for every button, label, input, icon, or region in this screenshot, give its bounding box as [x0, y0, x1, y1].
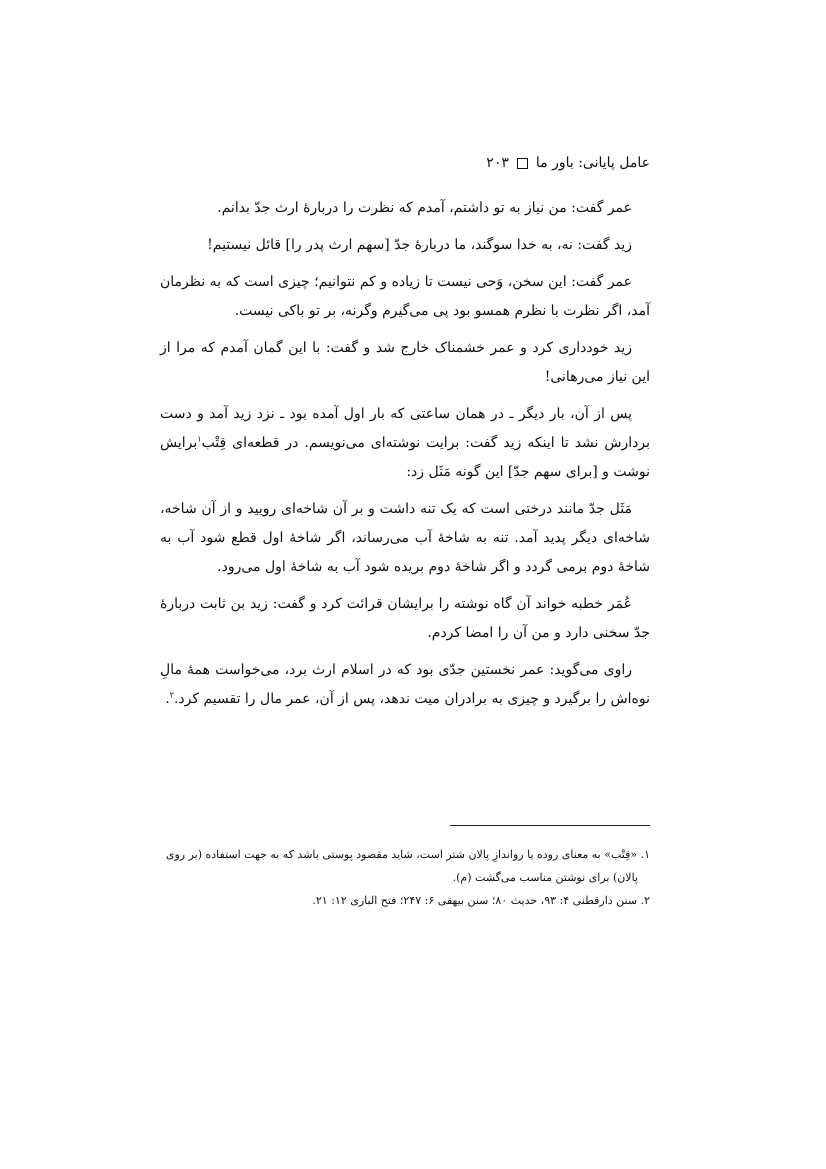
footnote-divider: [450, 825, 650, 826]
footnote-1-continued: پالان) برای نوشتن مناسب می‌گشت (م).: [452, 871, 638, 884]
running-header: [160, 150, 650, 176]
paragraph: زید خودداری کرد و عمر خشمناک خارج شد و گفت: با این گمان آمدم که مرا از این نیاز می‌رهانی!: [160, 340, 650, 385]
paragraph-text: پس از آن، بار دیگر ـ در همان ساعتی که بار اول آمده بود ـ نزد زید آمد و دست بردارش نشد تا اینکه زید گفت: برایت نوشته‌ای می‌نویسم. در قطعه‌ای قِتْب: [160, 406, 650, 451]
document-page: [160, 150, 650, 907]
footnote-ref[interactable]: ۲: [169, 690, 174, 700]
paragraph: زید گفت: نه، به خدا سوگند، ما دربارهٔ جدّ [سهم ارث پدر را] قائل نیستیم!: [207, 237, 632, 253]
paragraph: [160, 656, 650, 714]
body-text: [160, 194, 650, 714]
paragraph: [160, 400, 650, 487]
paragraph-punct: .: [165, 691, 170, 707]
header-square-ornament: [517, 158, 528, 169]
paragraph: عُمَر خطبه خواند آن گاه نوشته را برایشان قرائت کرد و گفت: زید بن ثابت دربارهٔ جدّ سخنی دارد و من آن را امضا کردم.: [160, 596, 650, 641]
footnote-1: ۱. «قِتْب» به معنای روده یا رواندازِ پالان شتر است، شاید مقصود پوستی باشد که به جهت استفاده (بر روی: [165, 848, 650, 861]
footnote-ref[interactable]: ۱: [197, 434, 202, 444]
footnotes: [160, 843, 650, 912]
page-number: ۲۰۳: [486, 155, 509, 171]
paragraph-text: راوی می‌گوید: عمر نخستین جدّی بود که در اسلام ارث برد، می‌خواست همهٔ مالِ نوه‌اش را برگیرد و چیزی به برادران میت ندهد، پس از آن، عمر مال را تقسیم کرد.: [160, 662, 650, 707]
paragraph: عمر گفت: من نیاز به تو داشتم، آمدم که نظرت را دربارهٔ ارث جدّ بدانم.: [217, 200, 632, 216]
paragraph: عمر گفت: این سخن، وَحی نیست تا زیاده و کم نتوانیم؛ چیزی است که به نظرمان آمد، اگر نظرت با نظرم همسو بود پی می‌گیرم وگرنه، بر تو باکی نیست.: [160, 274, 650, 319]
footnote-2: ۲. سنن دارقطنی ۴: ۹۳، حدیث ۸۰؛ سنن بیهقی ۶: ۲۴۷؛ فتح الباری ۱۲: ۲۱.: [312, 894, 650, 907]
paragraph: مَثَل جدّ مانند درختی است که یک تنه داشت و بر آن شاخه‌ای رویید و از آن شاخه، شاخه‌ای دیگر پدید آمد. تنه به شاخهٔ آب می‌رساند، اگر شاخهٔ اول قطع شود آب به شاخهٔ دوم برمی گردد و اگر شاخهٔ دوم بریده شود آب به شاخهٔ اول می‌رود.: [160, 501, 650, 575]
paragraph-text: برایش نوشت و [برای سهم جدّ] این گونه مَثَل زد:: [160, 435, 650, 480]
header-title: عامل پایانی: باور ما: [535, 155, 650, 171]
